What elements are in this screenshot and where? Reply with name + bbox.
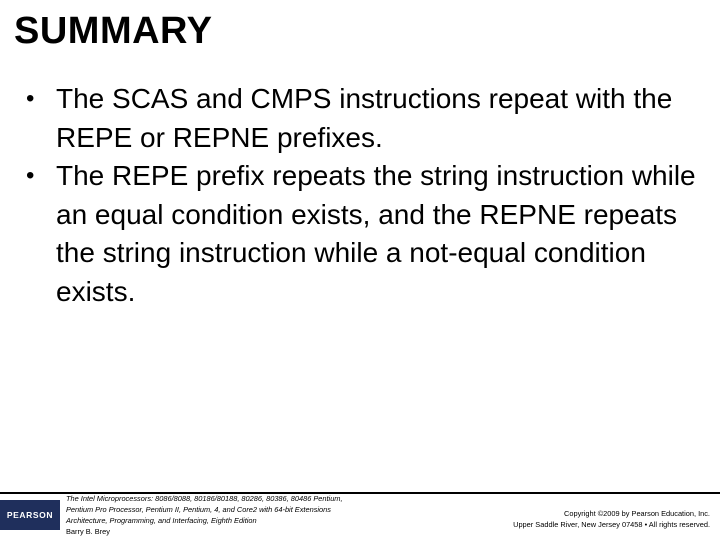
book-author: Barry B. Brey [66,527,110,536]
bullet-list [26,80,706,311]
bullet-icon: • [26,162,35,189]
book-citation [66,493,406,537]
copyright-line: Upper Saddle River, New Jersey 07458 • All rights reserved. [513,520,710,529]
bullet-icon: • [26,85,35,112]
copyright-notice [410,508,710,530]
copyright-line: Copyright ©2009 by Pearson Education, Inc. [564,509,710,518]
bullet-text: The SCAS and CMPS instructions repeat with the REPE or REPNE prefixes. [56,83,673,153]
logo-text: PEARSON [6,510,54,520]
book-title-line: The Intel Microprocessors: 8086/8088, 80186/80188, 80286, 80386, 80486 Pentium, [66,494,343,503]
book-title-line: Architecture, Programming, and Interfacing, Eighth Edition [66,516,257,525]
book-title-line: Pentium Pro Processor, Pentium II, Pentium, 4, and Core2 with 64-bit Extensions [66,505,331,514]
slide-title: SUMMARY [14,10,213,52]
bullet-item [26,80,706,157]
bullet-item [26,157,706,311]
pearson-logo [0,500,60,530]
bullet-text: The REPE prefix repeats the string instruction while an equal condition exists, and the REPNE repeats the string instruction while a not-equal condition exists. [56,160,696,307]
